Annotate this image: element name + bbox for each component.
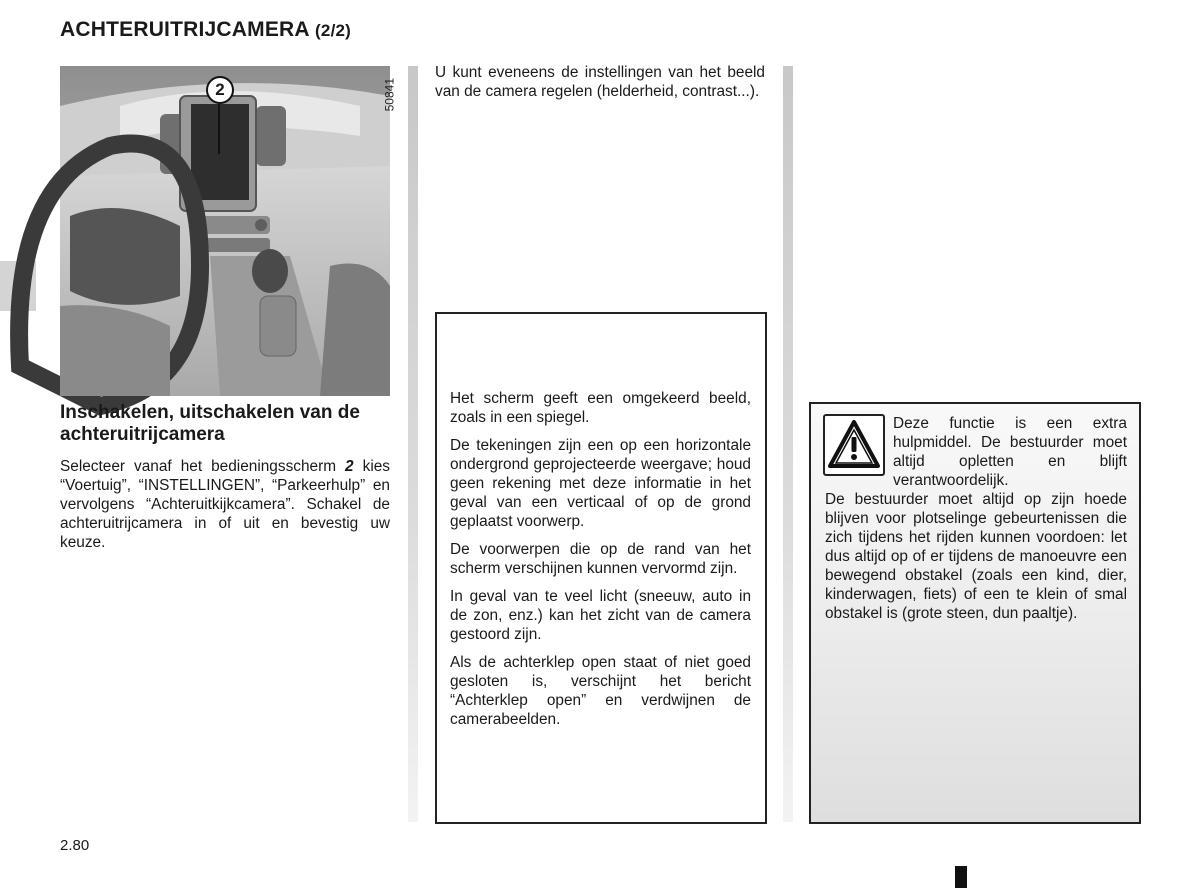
dashboard-drawing bbox=[60, 66, 390, 396]
info-paragraph: Als de achterklep open staat of niet goed gesloten is, verschijnt het bericht “Achterklep open” en verdwijnen de camerabeelden. bbox=[450, 654, 751, 728]
corner-mark bbox=[955, 866, 967, 888]
instructions-reference: 2 bbox=[345, 458, 354, 475]
section-heading: Inschakelen, uitschakelen van de achteruitrijcamera bbox=[60, 402, 360, 445]
warning-box bbox=[809, 402, 1141, 824]
info-paragraph: De tekeningen zijn een op een horizontale ondergrond geprojecteerde weergave; houd geen rekening met deze informatie in het geval van een verticaal of op de grond geplaatst voorwerp. bbox=[450, 437, 751, 530]
page-title-suffix: (2/2) bbox=[315, 21, 352, 40]
warning-rest-text: De bestuurder moet altijd op zijn hoede blijven voor plotselinge gebeurtenissen die zich tijdens het rijden kunnen voordoen: let dus altijd op of er tijdens de manoeuvre een bewegend obstakel (zoals een kind, dier, kinderwagen, fiets) of een te klein of smal obstakel is (grote steen, dun paaltje). bbox=[825, 491, 1127, 622]
figure-code: 50841 bbox=[382, 78, 396, 112]
column-divider-right bbox=[783, 66, 793, 822]
info-box bbox=[435, 312, 767, 824]
instructions-text-part1: Selecteer vanaf het bedieningsscherm bbox=[60, 458, 346, 475]
page-title-text: ACHTERUITRIJCAMERA bbox=[60, 18, 309, 41]
page-number: 2.80 bbox=[60, 837, 90, 854]
page-title bbox=[60, 18, 351, 42]
dashboard-illustration bbox=[60, 66, 396, 396]
settings-intro: U kunt eveneens de instellingen van het beeld van de camera regelen (helderheid, contrast...). bbox=[435, 64, 765, 100]
instructions-text-part2: kies “Voertuig”, “INSTELLINGEN”, “Parkeerhulp” en vervolgens “Achteruitkijkcamera”. Schakel de achteruitrijcamera in of uit en bevestig uw keuze. bbox=[60, 458, 390, 551]
info-paragraph: In geval van te veel licht (sneeuw, auto in de zon, enz.) kan het zicht van de camera gestoord zijn. bbox=[450, 588, 751, 643]
warning-triangle-icon bbox=[823, 414, 885, 476]
column-divider-left bbox=[408, 66, 418, 822]
info-box-content bbox=[450, 389, 751, 738]
info-paragraph: Het scherm geeft een omgekeerd beeld, zoals in een spiegel. bbox=[450, 390, 751, 426]
instructions-text bbox=[60, 457, 390, 552]
callout-leader-line bbox=[218, 104, 220, 154]
callout-marker: 2 bbox=[206, 76, 234, 104]
warning-first-text: Deze functie is een extra hulpmiddel. De bestuurder moet altijd opletten en blijft verantwoordelijk. bbox=[893, 415, 1127, 489]
info-paragraph: De voorwerpen die op de rand van het scherm verschijnen kunnen vervormd zijn. bbox=[450, 541, 751, 577]
